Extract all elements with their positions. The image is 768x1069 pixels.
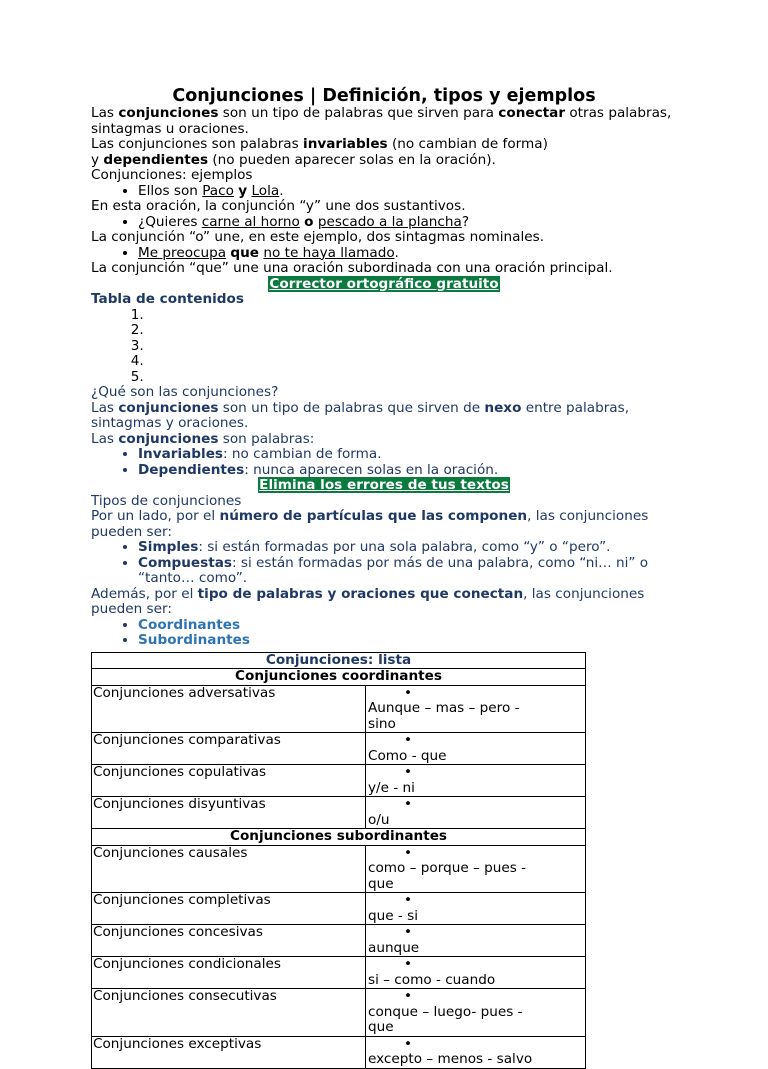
document-page [91,86,691,1069]
tipos-paragraph: Por un lado, por el número de partículas que las componen, las conjunciones pueden ser: [91,508,649,540]
table-row [92,797,586,829]
toc-item[interactable] [148,339,691,355]
table-row [92,845,586,893]
tipos-list [91,540,691,587]
table-title-row [92,652,586,669]
table-row [92,1036,586,1068]
conjunciones-table [91,652,586,1069]
examples-text: como – porque – pues - que [368,860,527,892]
tipos-paragraph: Además, por el tipo de palabras y oraciones que conectan, las conjunciones pueden ser: [91,585,645,617]
example-item: • Me preocupa que no te haya llamado. [138,246,691,262]
examples-text: que - si [368,907,419,924]
table-row [92,685,586,733]
definition-paragraph: Las conjunciones son palabras: [91,430,315,447]
conjunction-examples-cell [366,989,586,1037]
conjunction-type-cell: Conjunciones causales [92,845,366,893]
table-section-row [92,669,586,686]
example-note: En esta oración, la conjunción “y” une dos sustantivos. [91,198,466,214]
intro-paragraph: Las conjunciones son un tipo de palabras que sirven para conectar otras palabras, sintagmas u oraciones. [91,105,672,137]
coord-header: Conjunciones coordinantes [92,669,586,686]
conjunction-type-cell: Conjunciones concesivas [92,925,366,957]
conjunction-type-cell: Conjunciones comparativas [92,733,366,765]
page-title: Conjunciones | Definición, tipos y ejemplos [172,86,596,106]
section-heading: Tipos de conjunciones [91,492,242,509]
table-section-row [92,829,586,846]
example-list-3 [91,246,691,262]
examples-text: y/e - ni [368,779,415,796]
conjunction-examples-cell [366,925,586,957]
table-title: Conjunciones: lista [92,652,586,669]
table-row [92,925,586,957]
banner-label[interactable]: Elimina los errores de tus textos [259,477,509,493]
example-note: La conjunción “o” une, en este ejemplo, dos sintagmas nominales. [91,229,545,245]
conjunction-type-cell: Conjunciones copulativas [92,765,366,797]
conjunction-examples-cell [366,893,586,925]
examples-text: conque – luego- pues - que [368,1003,523,1035]
list-item: • Simples: si están formadas por una sola palabra, como “y” o “pero”. [138,540,691,556]
examples-text: si – como - cuando [368,971,496,988]
conjunction-examples-cell [366,797,586,829]
conjunction-type-cell: Conjunciones exceptivas [92,1036,366,1068]
bullet-icon: • [403,764,412,780]
toc-item[interactable] [148,370,691,386]
sub-header: Conjunciones subordinantes [92,829,586,846]
table-body [92,652,586,1068]
table-row [92,765,586,797]
table-row [92,989,586,1037]
list-item: • Dependientes: nunca aparecen solas en la oración. [138,463,691,479]
bullet-icon: • [403,892,412,908]
corrector-banner-link[interactable] [91,277,677,293]
conjunction-type-cell: Conjunciones consecutivas [92,989,366,1037]
ejemplos-label: Conjunciones: ejemplos [91,167,253,183]
bullet-icon: • [403,844,412,861]
conjunction-examples-cell [366,845,586,893]
example-list-2 [91,215,691,231]
intro-dependientes: y dependientes (no pueden aparecer solas en la oración). [91,151,496,168]
bullet-icon: • [403,1035,412,1052]
elimina-banner-link[interactable] [91,478,677,494]
examples-text: aunque [368,939,420,956]
link-item[interactable] [138,633,691,649]
examples-text: o/u [368,811,390,828]
toc-item[interactable] [148,323,691,339]
conjunction-examples-cell [366,733,586,765]
list-item: • Invariables: no cambian de forma. [138,447,691,463]
conjunction-examples-cell [366,957,586,989]
conjunction-type-cell: Conjunciones condicionales [92,957,366,989]
example-note: La conjunción “que” une una oración subordinada con una oración principal. [91,260,613,276]
section-heading: ¿Qué son las conjunciones? [91,384,279,400]
conjunction-type-cell: Conjunciones adversativas [92,685,366,733]
toc-item[interactable] [148,354,691,370]
bullet-icon: • [403,684,412,701]
bullet-icon: • [403,732,412,748]
banner-label[interactable]: Corrector ortográfico gratuito [269,275,499,292]
table-row [92,957,586,989]
coordinantes-link[interactable]: Coordinantes [138,616,241,633]
link-item[interactable] [138,618,691,634]
bullet-icon: • [403,988,412,1004]
conjunction-type-cell: Conjunciones completivas [92,893,366,925]
example-item: • Ellos son Paco y Lola. [138,184,691,200]
bullet-icon: • [403,956,412,972]
definition-paragraph: Las conjunciones son un tipo de palabras que sirven de nexo entre palabras, sintagmas y oraciones. [91,399,630,431]
intro-invariables: Las conjunciones son palabras invariables (no cambian de forma) [91,136,548,152]
examples-text: excepto – menos - salvo [368,1051,533,1067]
conjunction-type-cell: Conjunciones disyuntivas [92,797,366,829]
conjunction-examples-cell [366,1036,586,1068]
example-item: • ¿Quieres carne al horno o pescado a la plancha? [138,215,691,231]
bullet-icon: • [403,796,412,812]
example-list-1 [91,184,691,200]
examples-text: Como - que [368,747,447,764]
conjunction-examples-cell [366,765,586,797]
subordinantes-link[interactable]: Subordinantes [138,632,250,648]
tipos-link-list [91,618,691,649]
bullet-icon: • [403,924,412,940]
toc-title: Tabla de contenidos [91,291,244,307]
toc-list [91,308,691,386]
list-item: • Compuestas: si están formadas por más de una palabra, como “ni… ni” o “tanto… como”. [138,556,691,587]
table-row [92,733,586,765]
toc-item[interactable] [148,308,691,324]
table-row [92,893,586,925]
examples-text: Aunque – mas – pero - sino [368,700,520,732]
properties-list [91,447,691,478]
conjunction-examples-cell [366,685,586,733]
